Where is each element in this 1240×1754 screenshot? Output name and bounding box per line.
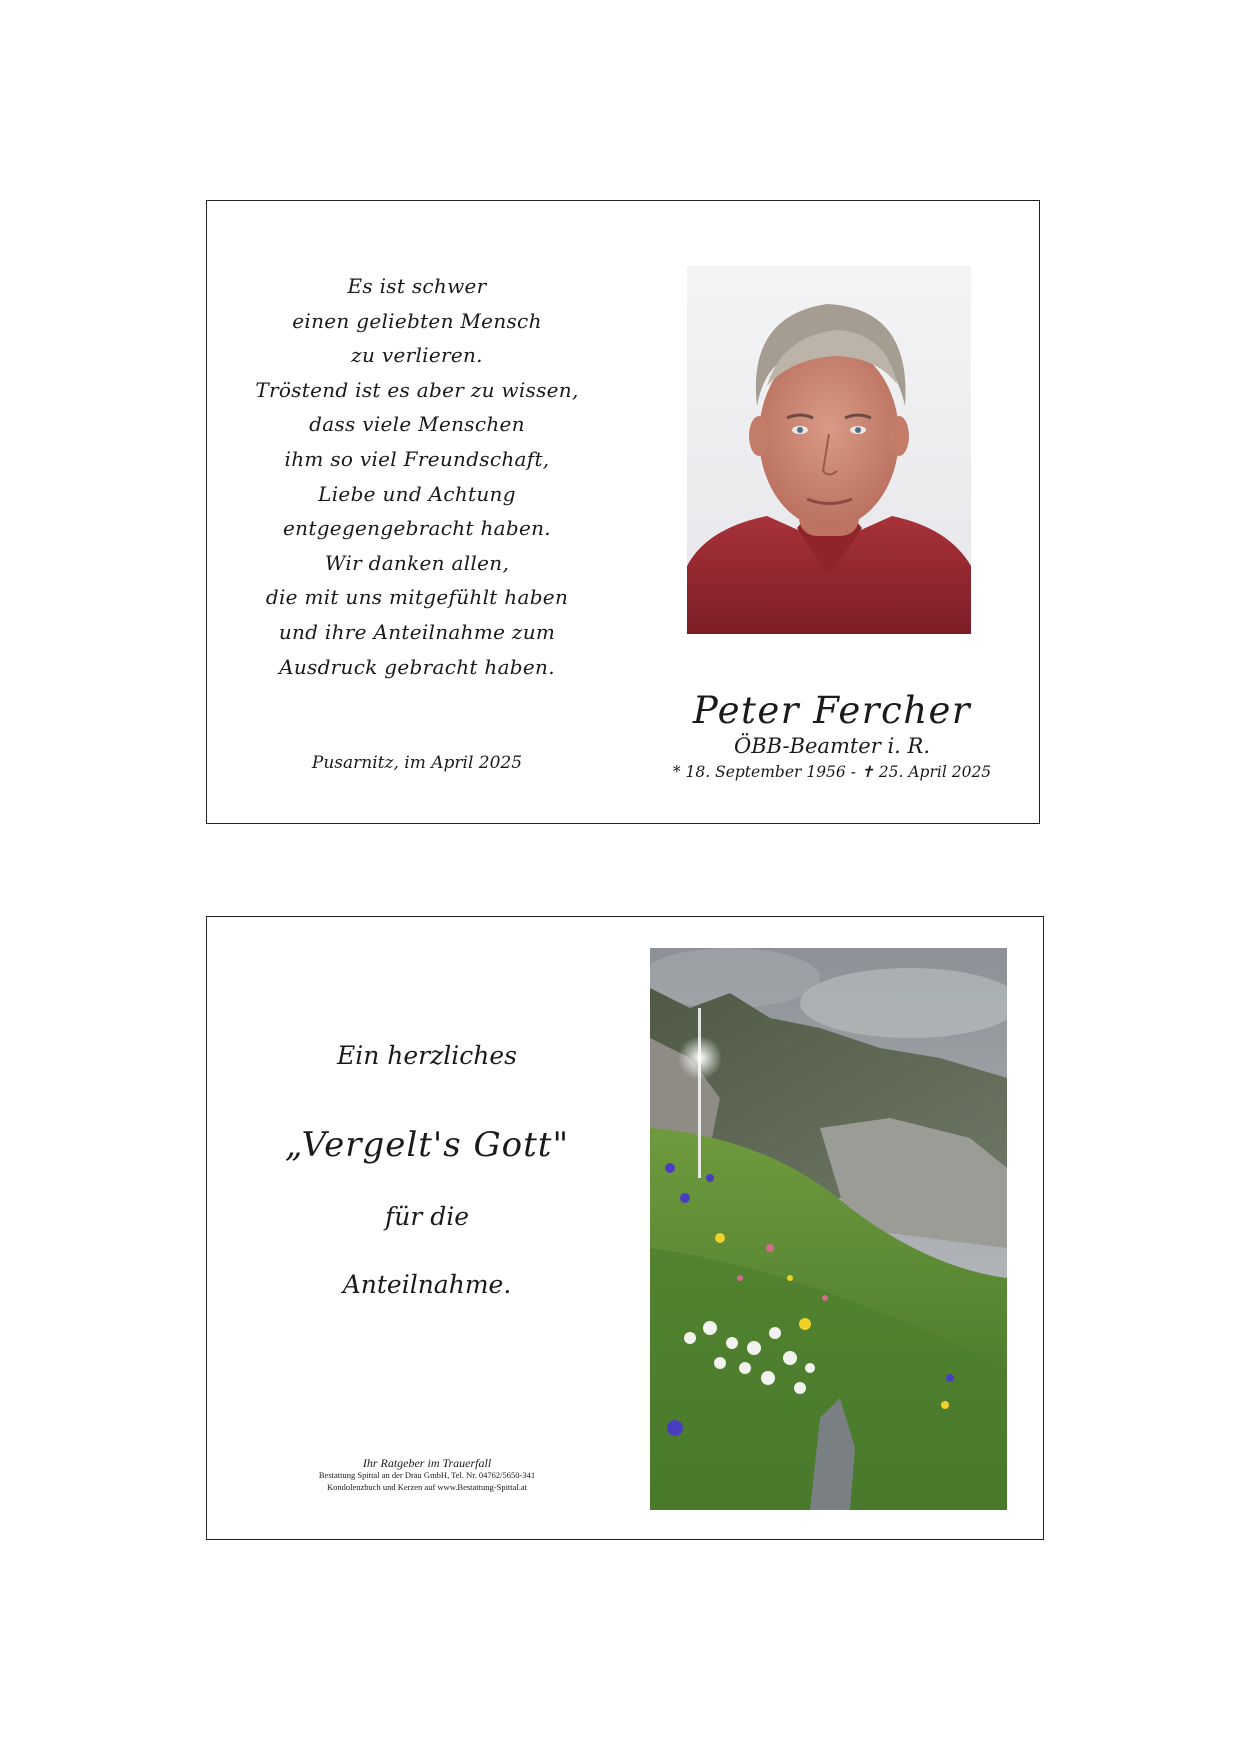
deceased-name: Peter Fercher xyxy=(692,689,972,732)
funeral-home-footer xyxy=(252,1457,602,1493)
place-and-date: Pusarnitz, im April 2025 xyxy=(311,753,523,773)
poem-line: Wir danken allen, xyxy=(324,550,510,575)
memorial-card-back xyxy=(206,916,1044,1540)
poem-line: einen geliebten Mensch xyxy=(292,308,542,333)
poem-line: zu verlieren. xyxy=(351,343,483,368)
footer-condolence: Kondolenzbuch und Kerzen auf www.Bestattung-Spittal.at xyxy=(326,1482,528,1492)
thanks-line-1: Ein herzliches xyxy=(336,1041,518,1070)
poem-line: Tröstend ist es aber zu wissen, xyxy=(255,377,579,402)
poem xyxy=(227,269,607,684)
footer-company: Bestattung Spittal an der Drau GmbH, Tel. Nr. 04762/5650-341 xyxy=(318,1470,536,1480)
poem-line: die mit uns mitgefühlt haben xyxy=(265,585,569,610)
poem-line: dass viele Menschen xyxy=(309,412,525,437)
poem-line: Es ist schwer xyxy=(347,274,487,298)
poem-line: Ausdruck gebracht haben. xyxy=(279,654,555,679)
footer-tagline: Ihr Ratgeber im Trauerfall xyxy=(362,1456,492,1470)
poem-line: und ihre Anteilnahme zum xyxy=(278,619,556,644)
life-dates: * 18. September 1956 - ✝ 25. April 2025 xyxy=(672,763,992,781)
thanks-line-4: Anteilnahme. xyxy=(342,1270,512,1299)
poem-line: entgegengebracht haben. xyxy=(283,516,551,541)
alpine-meadow-photo xyxy=(650,948,1007,1510)
profession: ÖBB-Beamter i. R. xyxy=(734,734,930,758)
thanks-line-3: für die xyxy=(384,1202,470,1231)
portrait-photo xyxy=(687,266,971,634)
poem-line: ihm so viel Freundschaft, xyxy=(284,446,550,471)
thanks-line-2: „Vergelt's Gott" xyxy=(284,1125,570,1165)
poem-line: Liebe und Achtung xyxy=(318,481,516,506)
memorial-card-front xyxy=(206,200,1040,824)
